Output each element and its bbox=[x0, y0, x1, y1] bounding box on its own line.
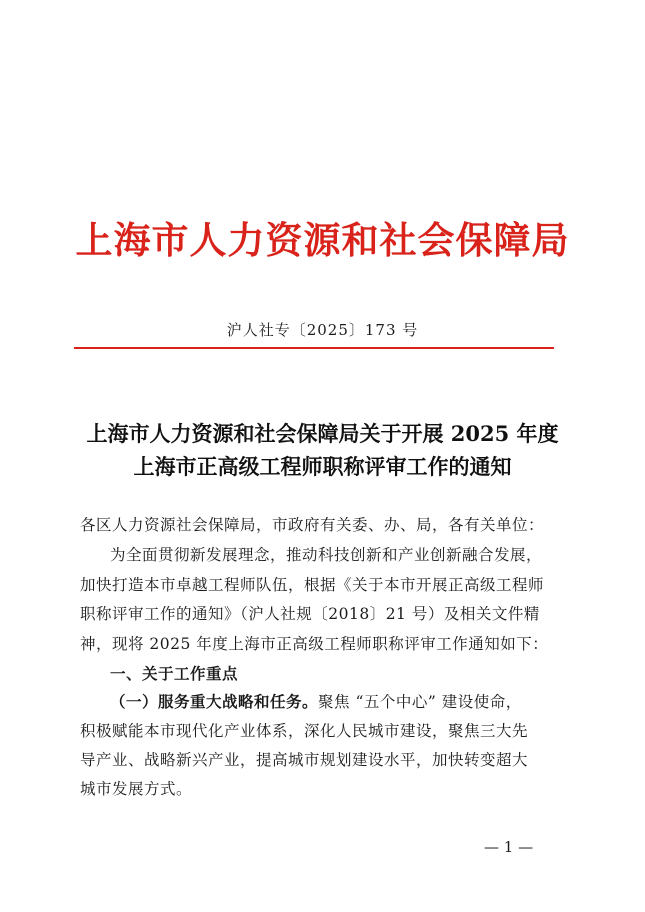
paragraph-2-first-line bbox=[110, 690, 522, 712]
red-separator-rule bbox=[74, 347, 554, 349]
notice-title-line-2: 上海市正高级工程师职称评审工作的通知 bbox=[133, 454, 512, 479]
section-1-heading: 一、关于工作重点 bbox=[110, 664, 239, 683]
paragraph-2-first-text: 聚焦 “五个中心” 建设使命， bbox=[318, 693, 522, 711]
page-number: — 1 — bbox=[484, 838, 534, 856]
paragraph-1-line: 加快打造本市卓越工程师队伍，根据《关于本市开展正高级工程师 bbox=[80, 576, 545, 594]
notice-title-line-1: 上海市人力资源和社会保障局关于开展 2025 年度 bbox=[86, 421, 559, 446]
paragraph-2-line: 积极赋能本市现代化产业体系，深化人民城市建设，聚焦三大先 bbox=[80, 722, 529, 740]
paragraph-2-line: 城市发展方式。 bbox=[80, 780, 193, 798]
paragraph-1-line: 神，现将 2025 年度上海市正高级工程师职称评审工作通知如下： bbox=[80, 635, 549, 653]
paragraph-1-line: 为全面贯彻新发展理念，推动科技创新和产业创新融合发展， bbox=[110, 546, 543, 564]
document-number: 沪人社专〔2025〕173 号 bbox=[226, 321, 419, 339]
agency-red-header: 上海市人力资源和社会保障局 bbox=[75, 218, 570, 262]
paragraph-1-line: 职称评审工作的通知》（沪人社规〔2018〕21 号）及相关文件精 bbox=[80, 605, 540, 623]
paragraph-2-line: 导产业、战略新兴产业，提高城市规划建设水平，加快转变超大 bbox=[80, 751, 529, 769]
subsection-1-heading: （一）服务重大战略和任务。 bbox=[110, 692, 319, 711]
addressee-line: 各区人力资源社会保障局，市政府有关委、办、局，各有关单位： bbox=[80, 516, 545, 534]
